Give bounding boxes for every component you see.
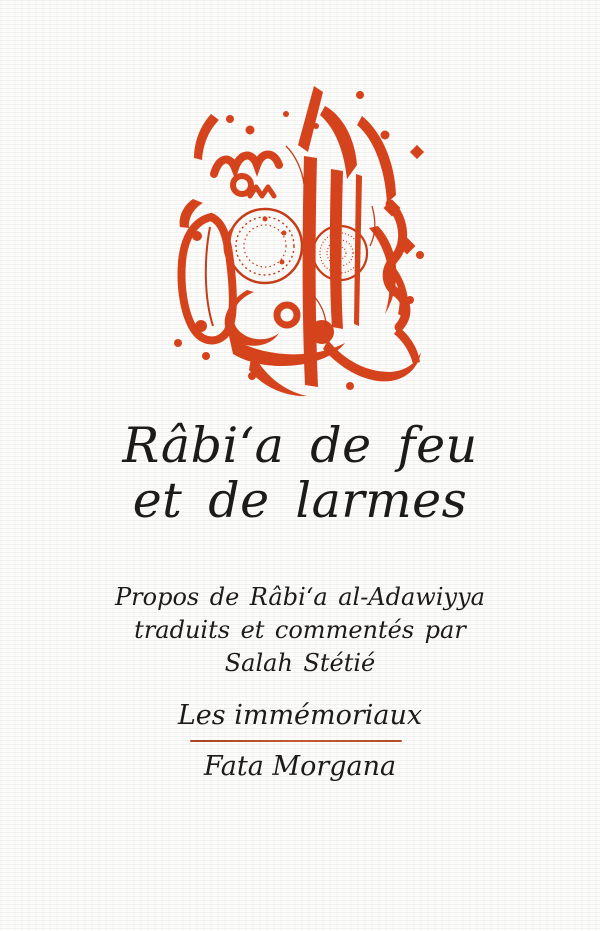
subtitle — [0, 581, 600, 680]
collection-divider-rule — [190, 740, 402, 742]
collection-name: Les immémoriaux — [177, 700, 423, 731]
subtitle-line-2: traduits et commentés par — [134, 616, 466, 644]
publisher-name: Fata Morgana — [203, 751, 397, 782]
author-name: Salah Stétié — [224, 649, 376, 677]
title-line-2: et de larmes — [132, 472, 468, 529]
arabic-calligraphy-emblem — [166, 86, 436, 399]
book-title — [0, 418, 600, 528]
subtitle-line-1: Propos de Râbi‘a al-Adawiyya — [115, 583, 485, 611]
calligraphy-svg — [166, 86, 436, 399]
title-line-1: Râbi‘a de feu — [122, 417, 478, 474]
